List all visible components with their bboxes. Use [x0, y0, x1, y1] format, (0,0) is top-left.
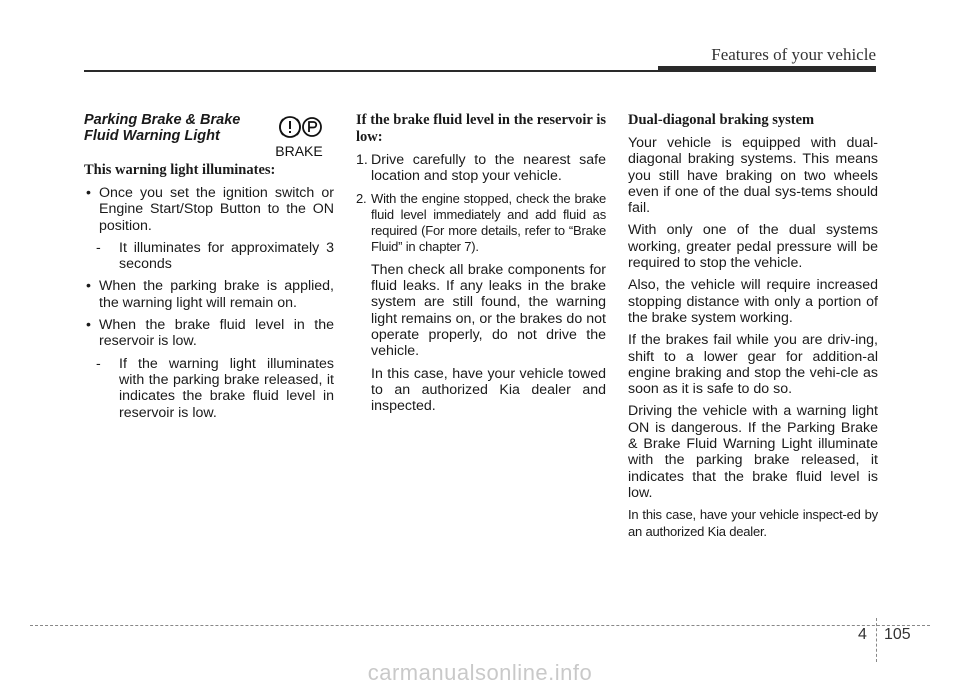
chapter-number: 4: [858, 626, 867, 643]
list-item: 1. Drive carefully to the nearest safe location and stop your vehicle.: [356, 152, 606, 185]
dual-diagonal-heading: Dual-diagonal braking system: [628, 112, 815, 128]
column-middle: [356, 112, 606, 420]
svg-text:BRAKE: BRAKE: [275, 143, 323, 159]
paragraph: Your vehicle is equipped with dual-diagonal braking systems. This means you still have braking on two wheels even if one of the dual sys-tems should fail.: [628, 135, 878, 217]
paragraph: If the brakes fail while you are driv-ing, shift to a lower gear for addition-al engine braking and stop the vehi-cle as soon as it is safe to do so.: [628, 332, 878, 398]
illuminates-subheading: This warning light illuminates:: [84, 162, 276, 178]
paragraph: Then check all brake components for fluid leaks. If any leaks in the brake system are still found, the warning light remains on, or the brakes do not operate properly, do not drive the vehicle.: [371, 261, 606, 360]
paragraph: Also, the vehicle will require increased stopping distance with only a portion of the brake system working.: [628, 277, 878, 326]
list-item: • When the brake fluid level in the reservoir is low.: [84, 317, 334, 350]
parking-brake-warning-icon: [270, 112, 328, 160]
list-item: 2. With the engine stopped, check the brake fluid level immediately and add fluid as required (For more details, refer to “Brake Fluid” in chapter 7).: [356, 190, 606, 255]
list-item: • Once you set the ignition switch or Engine Start/Stop Button to the ON position.: [84, 185, 334, 234]
header-rule-accent: [658, 66, 876, 72]
page-number-divider: [876, 618, 877, 662]
section-title: Features of your vehicle: [711, 45, 876, 64]
paragraph: Driving the vehicle with a warning light ON is dangerous. If the Parking Brake & Brake Fluid Warning Light illuminate with the parking brake released, it indicates that the brake fluid level is low.: [628, 403, 878, 501]
column-right: [628, 112, 878, 546]
warning-light-heading: Parking Brake & Brake Fluid Warning Light: [84, 112, 241, 144]
list-subitem: - It illuminates for approximately 3 seconds: [96, 239, 334, 273]
fluid-low-heading: If the brake fluid level in the reservoir is low:: [356, 112, 606, 145]
paragraph: In this case, have your vehicle towed to an authorized Kia dealer and inspected.: [371, 365, 606, 415]
list-item: • When the parking brake is applied, the warning light will remain on.: [84, 278, 334, 311]
paragraph: With only one of the dual systems working, greater pedal pressure will be required to stop the vehicle.: [628, 222, 878, 272]
paragraph: In this case, have your vehicle inspect-ed by an authorized Kia dealer.: [628, 507, 878, 539]
page-number: 105: [884, 626, 911, 643]
footer-rule: [30, 625, 930, 626]
watermark: carmanualsonline.info: [367, 660, 593, 685]
list-subitem: - If the warning light illuminates with the parking brake released, it indicates the brake fluid level in reservoir is low.: [96, 355, 334, 421]
